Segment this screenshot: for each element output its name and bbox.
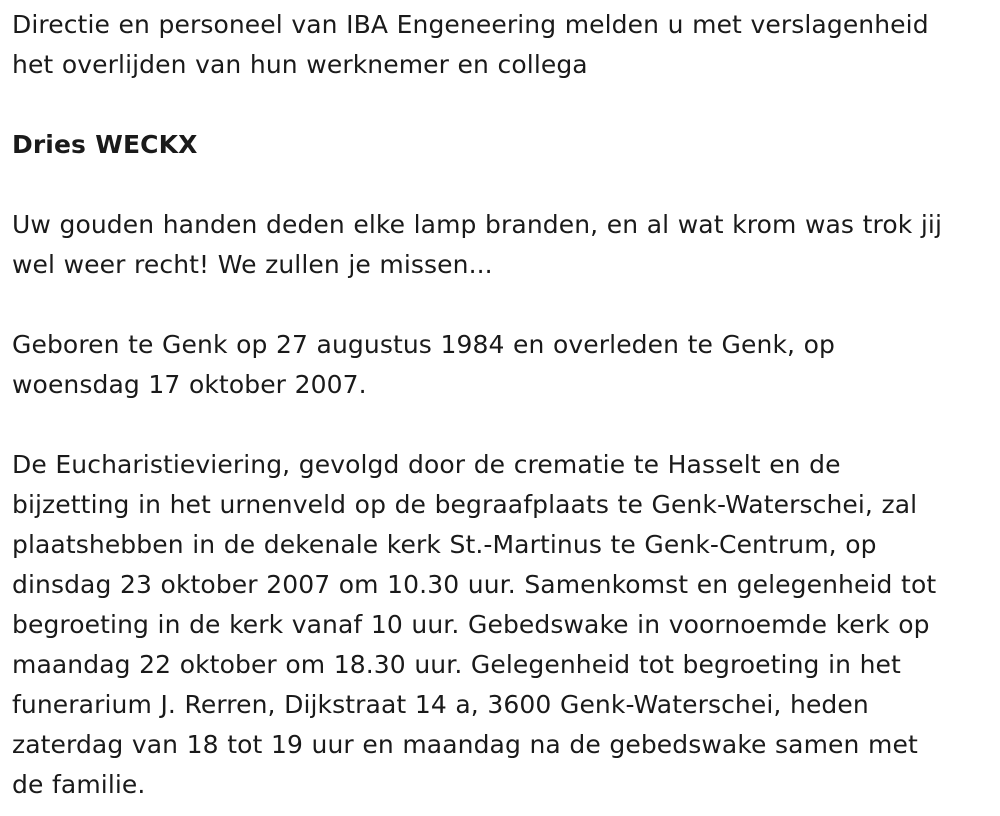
intro-line: het overlijden van hun werknemer en collega bbox=[12, 50, 588, 79]
tribute-line: Uw gouden handen deden elke lamp branden, en al wat krom was trok jij bbox=[12, 210, 942, 239]
dates-paragraph bbox=[12, 325, 988, 405]
tribute-line: wel weer recht! We zullen je missen... bbox=[12, 250, 493, 279]
deceased-name: Dries WECKX bbox=[12, 130, 198, 159]
intro-line: Directie en personeel van IBA Engeneering melden u met verslagenheid bbox=[12, 10, 929, 39]
intro-paragraph bbox=[12, 5, 988, 85]
ceremony-line: plaatshebben in de dekenale kerk St.-Martinus te Genk-Centrum, op bbox=[12, 530, 877, 559]
dates-line: woensdag 17 oktober 2007. bbox=[12, 370, 367, 399]
ceremony-line: de familie. bbox=[12, 770, 146, 799]
ceremony-line: maandag 22 oktober om 18.30 uur. Gelegenheid tot begroeting in het bbox=[12, 650, 901, 679]
ceremony-line: De Eucharistieviering, gevolgd door de crematie te Hasselt en de bbox=[12, 450, 841, 479]
deceased-name-block bbox=[12, 125, 988, 165]
ceremony-line: bijzetting in het urnenveld op de begraafplaats te Genk-Waterschei, zal bbox=[12, 490, 918, 519]
tribute-paragraph bbox=[12, 205, 988, 285]
ceremony-line: zaterdag van 18 tot 19 uur en maandag na de gebedswake samen met bbox=[12, 730, 918, 759]
ceremony-paragraph bbox=[12, 445, 988, 805]
dates-line: Geboren te Genk op 27 augustus 1984 en overleden te Genk, op bbox=[12, 330, 835, 359]
ceremony-line: begroeting in de kerk vanaf 10 uur. Gebedswake in voornoemde kerk op bbox=[12, 610, 930, 639]
ceremony-line: funerarium J. Rerren, Dijkstraat 14 a, 3600 Genk-Waterschei, heden bbox=[12, 690, 869, 719]
ceremony-line: dinsdag 23 oktober 2007 om 10.30 uur. Samenkomst en gelegenheid tot bbox=[12, 570, 937, 599]
